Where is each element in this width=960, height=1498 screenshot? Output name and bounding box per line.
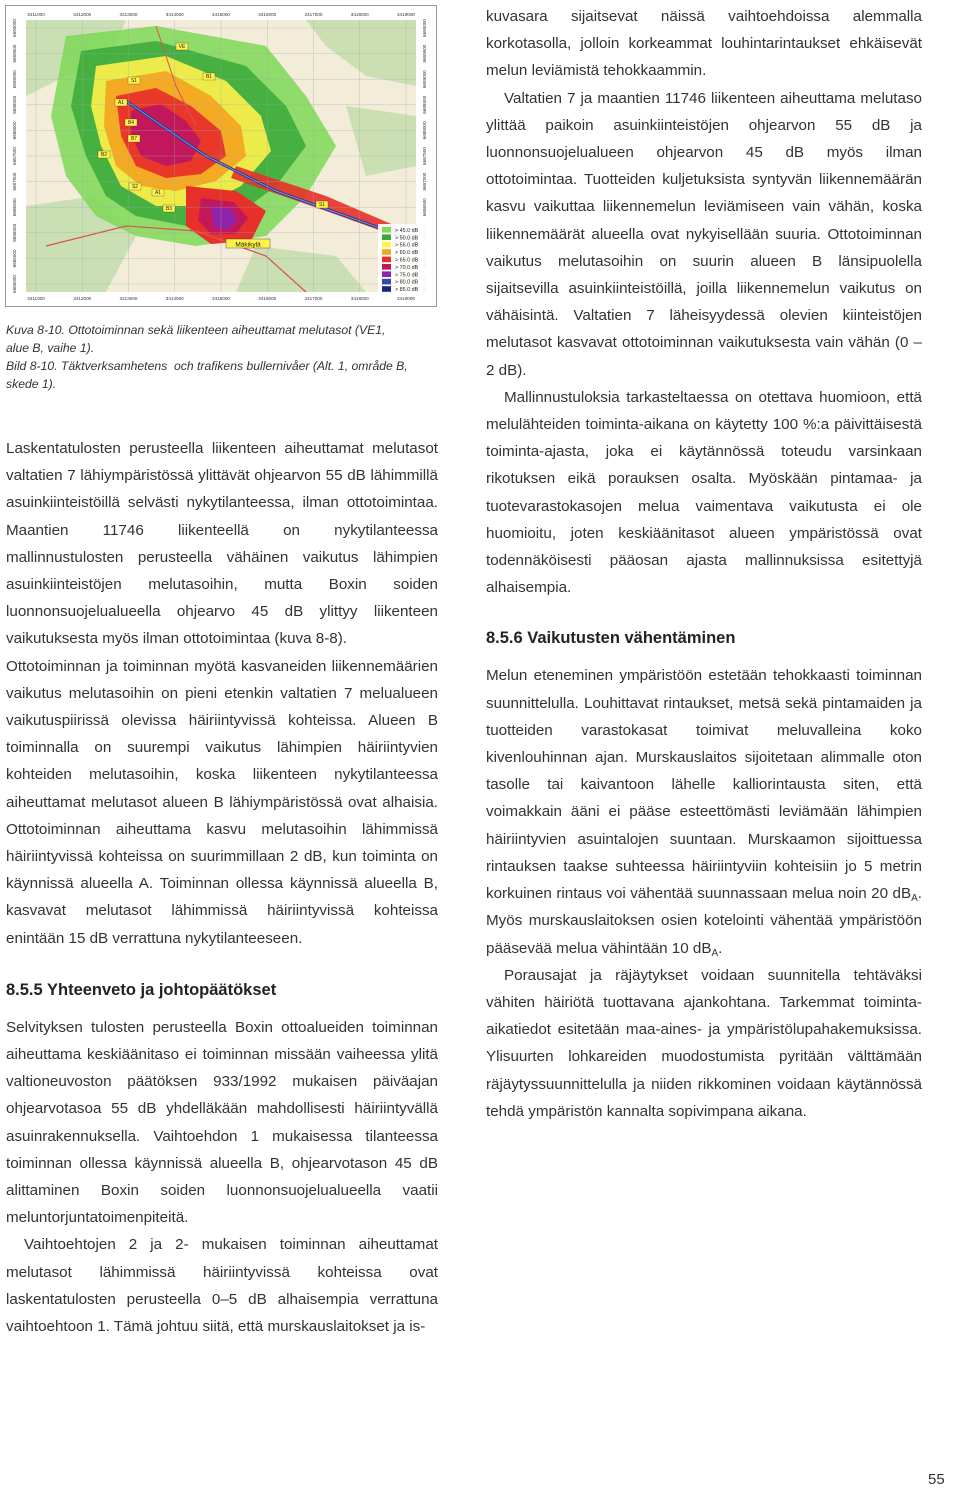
subscript: A <box>711 947 719 959</box>
legend-swatch <box>382 271 391 277</box>
caption-line: Bild 8-10. Täktverksamhetens och trafikens bullernivåer (Alt. 1, område B, <box>6 359 408 373</box>
grid-label-left: 6687000 <box>12 172 17 191</box>
site-label: A1 <box>117 100 125 106</box>
legend-swatch <box>382 279 391 285</box>
grid-label-right: 6687500 <box>422 147 427 165</box>
legend-swatch <box>382 242 391 248</box>
paragraph: Vaihtoehtojen 2 ja 2- mukaisen toiminnan aiheuttamat melutasot lähimmissä häiriintyvissä kohteissa ovat laskentatulosten perusteella 0–5 dB alhaisempia verrattuna vaihtoehtoon 1. Tämä johtuu siitä, että murskauslaitokset ja is- <box>6 1236 438 1336</box>
legend-label: > 45.0 dB <box>395 227 419 234</box>
grid-label-right: 6688000 <box>422 121 427 140</box>
legend-swatch <box>382 227 391 233</box>
grid-label-top: 3419000 <box>397 12 415 17</box>
grid-label-bottom: 3414000 <box>165 296 184 301</box>
grid-label-top: 3417000 <box>304 12 323 17</box>
grid-label-left: 6685500 <box>12 249 17 268</box>
grid-label-right: 6686500 <box>422 198 427 217</box>
site-label: B1 <box>205 74 213 80</box>
legend-swatch <box>382 249 391 255</box>
grid-label-bottom: 3416000 <box>258 296 277 301</box>
site-label: B2 <box>100 152 108 158</box>
figure-caption <box>6 321 438 393</box>
paragraph <box>486 662 922 961</box>
grid-label-bottom: 3412000 <box>73 296 92 301</box>
grid-label-left: 6688500 <box>12 95 17 114</box>
paragraph-text: Melun eteneminen ympäristöön estetään tehokkaasti toiminnan suunnittelulla. Louhittavat rintaukset, metsä sekä pintamaiden ja tuotteiden varastokasat toimivat meluvalleina koko kivenlouhinnan ajan. Murskauslaitos sijoitetaan alimmalle oton tasolle tai kaivantoon lähelle kalliorintausta siten, että voimakkain ääni ei pääse esteettömästi leviämään lähimpien häiriintyvien asuintalojen suuntaan. Murskaamon sijoittuessa rintauksen taakse suhteessa häiriintyviin kohteisiin jo 5 metrin korkuinen rintaus voi vähentää suunnassaan melua noin 20 dB <box>486 667 922 903</box>
grid-label-top: 3418000 <box>350 12 369 17</box>
site-label: S2 <box>131 184 139 190</box>
grid-label-left: 6690000 <box>12 19 17 37</box>
grid-label-right: 6690000 <box>422 19 427 37</box>
grid-label-bottom: 3419000 <box>397 296 415 301</box>
paragraph: Ottotoiminnan ja toiminnan myötä kasvaneiden liikennemäärien vaikutus melutasoihin on pieni etenkin valtatien 7 melualueen vaikutuspiirissä olevissa häiriintyvissä kohteissa. Alueen B toiminnalla on suurempi vaikutus lähimpien häiriintyvien kohteiden melutasoihin, koska liikenteen nykytilanteessa aiheuttamat melutasot alueen B lähiympäristössä ovat alhaisia. Ottotoiminnan aiheuttama kasvu melutasoihin lähimmissä häiriintyvissä kohteissa on suurimmillaan 2 dB, kun toiminta on käynnissä alueella A. Toiminnan ollessa käynnissä alueella B, kasvavat melutasot lähimmissä häiriintyvissä kohteissa enintään 15 dB verrattuna nykytilanteeseen. <box>6 657 438 947</box>
section-heading-8-5-5: 8.5.5 Yhteenveto ja johtopäätökset <box>6 980 277 999</box>
legend-label: > 65.0 dB <box>395 257 419 264</box>
subscript: A <box>911 893 918 905</box>
paragraph-text: . Myös murskauslaitoksen osien kotelointi vähentää ympäristöön pääsevää melua vähintään 10 dB <box>486 885 922 957</box>
paragraph: kuvasara sijaitsevat näissä vaihtoehdoissa alemmalla korkotasolla, jolloin korkeammat louhintarintaukset ehkäisevät melun leviämistä tehokkaammin. <box>486 8 922 80</box>
grid-label-right: 6689000 <box>422 70 427 89</box>
grid-label-left: 6688000 <box>12 121 17 140</box>
site-label: B4 <box>127 120 135 126</box>
paragraph: Mallinnustuloksia tarkasteltaessa on otettava huomioon, että melulähteiden toiminta-aikana on käytetty 100 %:a päivittäisestä toiminta-ajasta, joka ei käytännössä toteudu varsinkaan rikotuksen eikä porauksen osalta. Myöskään pintamaa- ja tuotevarastokasojen melua vaimentava vaikutusta ei ole huomioitu, joten keskiäänitasot alueen ympäristössä ovat todennäköisesti pääosan ajasta mallinnuksissa esitettyjä alhaisempia. <box>486 388 922 597</box>
legend-label: > 75.0 dB <box>395 272 419 279</box>
grid-label-top: 3416000 <box>258 12 277 17</box>
caption-line: Kuva 8-10. Ottotoiminnan sekä liikenteen aiheuttamat melutasot (VE1, <box>6 323 386 337</box>
legend-label: > 70.0 dB <box>395 264 419 271</box>
left-column <box>6 435 438 1340</box>
page-number: 55 <box>928 1471 945 1488</box>
legend-label: > 60.0 dB <box>395 250 419 257</box>
grid-label-left: 6685000 <box>12 275 17 293</box>
paragraph: Laskentatulosten perusteella liikenteen aiheuttamat melutasot valtatien 7 lähiympäristössä ylittävät ohjearvon 55 dB lähimmillä asuinkiinteistöillä selvästi nykytilanteessa, ilman ottotoimintaa. Maantien 11746 liikenteellä on nykytilanteessa mallinnustulosten perusteella vähäinen vaikutus lähimpien asuinkiinteistöjen melutasoihin, mutta Boxin soiden luonnonsuojelualueella ohjearvo 45 dB ylittyy liikenteen vaikutuksesta myös ilman ottotoimintaa (kuva 8-8). <box>6 440 438 648</box>
legend-label: > 50.0 dB <box>395 235 419 242</box>
grid-label-right: 6687000 <box>422 172 427 191</box>
paragraph: Selvityksen tulosten perusteella Boxin ottoalueiden toiminnan aiheuttama keskiäänitaso ei toiminnan missään vaiheessa ylitä valtioneuvoston päätöksen 933/1992 mukaisen päiväajan ohjearvotasoa 55 dB yhdelläkään mahdollisesti häiriintyvällä asuinrakennuksella. Vaihtoehdon 1 mukaisessa tilanteessa toiminnan ollessa käynnissä alueella B, ohjearvotason 45 dB alittaminen Boxin soiden luonnonsuojelualueella vaatii meluntorjuntatoimenpiteitä. <box>6 1018 438 1227</box>
grid-label-left: 6689000 <box>12 70 17 89</box>
grid-label-left: 6687500 <box>12 147 17 165</box>
grid-label-bottom: 3415000 <box>212 296 230 301</box>
noise-map-figure <box>5 5 437 307</box>
section-heading-8-5-6: 8.5.6 Vaikutusten vähentäminen <box>486 629 736 648</box>
map-place-label: Mäkikylä <box>235 241 261 249</box>
grid-label-left: 6686500 <box>12 198 17 217</box>
site-label: B3 <box>165 206 173 212</box>
grid-label-top: 3415000 <box>212 12 230 17</box>
site-label: S1 <box>318 202 326 208</box>
caption-line: alue B, vaihe 1). <box>6 341 95 355</box>
legend-swatch <box>382 286 391 292</box>
paragraph-text: . <box>718 939 723 957</box>
legend-label: > 55.0 dB <box>395 242 419 249</box>
legend-label: > 85.0 dB <box>395 287 419 294</box>
site-label: VE <box>178 44 186 50</box>
grid-label-bottom: 3417000 <box>304 296 323 301</box>
grid-label-top: 3411000 <box>27 12 45 17</box>
legend-swatch <box>382 234 391 240</box>
legend-swatch <box>382 257 391 263</box>
legend-swatch <box>382 264 391 270</box>
grid-label-top: 3413000 <box>119 12 138 17</box>
site-label: S1 <box>130 78 138 84</box>
map-legend <box>378 224 436 294</box>
grid-label-top: 3412000 <box>73 12 92 17</box>
grid-label-left: 6686000 <box>12 223 17 242</box>
site-label: B7 <box>130 136 138 142</box>
grid-label-bottom: 3418000 <box>350 296 369 301</box>
grid-label-right: 6689500 <box>422 44 427 63</box>
grid-label-left: 6689500 <box>12 44 17 63</box>
grid-label-top: 3414000 <box>165 12 184 17</box>
noise-map <box>6 6 436 306</box>
right-column <box>486 3 922 1125</box>
paragraph: Porausajat ja räjäytykset voidaan suunnitella tehtäväksi vähiten häiriötä tuottavana ajankohtana. Tarkemmat toiminta-aikatiedot esitetään maa-aines- ja ympäristölupahakemuksissa. Ylisuurten lohkareiden muodostumista pyritään välttämään räjäytyssuunnittelulla ja niiden rikkominen voidaan käytännössä tehdä ympäristön kannalta sopivimpana aikana. <box>486 966 922 1120</box>
legend-label: > 80.0 dB <box>395 279 419 286</box>
grid-label-right: 6688500 <box>422 95 427 114</box>
site-label: A1 <box>154 190 162 196</box>
paragraph: Valtatien 7 ja maantien 11746 liikenteen aiheuttama melutaso ylittää paikoin asuinkiinteistöjen ohjearvon 55 dB ja luonnonsuojelualueen ohjearvon 45 dB myös ilman ottotoimintaa. Tuotteiden kuljetuksista syntyvän liikennemäärän kasvu vaikuttaa liikennemelun leviämiseen vain vähän, koska liikennemäärät alueella ovat nykyisellään suuria. Ottotoiminnan vaikutus melutasoihin on suurin alueen B länsipuolella sijaitsevilla asuinkiinteistöillä, joilla liikennemelun vaikutus on vähäisintä. Valtatien 7 läheisyydessä olevien kiinteistöjen melutasot kasvavat ottotoiminnan vaikutuksesta vain vähän (0 – 2 dB). <box>486 89 922 379</box>
caption-line: skede 1). <box>6 377 57 391</box>
grid-label-bottom: 3411000 <box>27 296 45 301</box>
grid-label-bottom: 3413000 <box>119 296 138 301</box>
